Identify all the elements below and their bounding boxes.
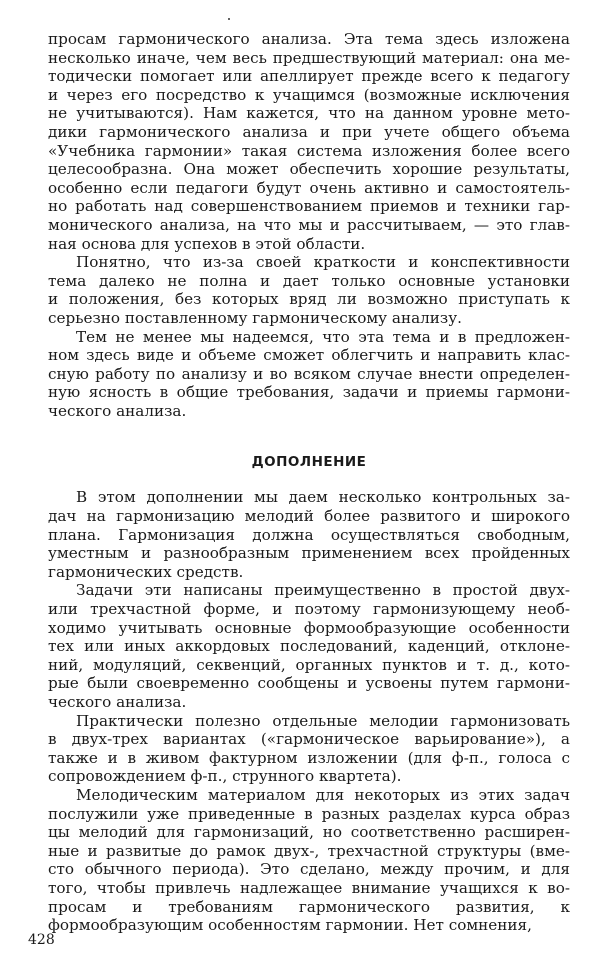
- text-line: того, чтобы привлечь надлежащее внимание учащихся к во-: [48, 878, 570, 897]
- text-line: также и в живом фактурном изложении (для ф-п., голоса с: [48, 748, 570, 767]
- text-line: или трехчастной форме, и поэтому гармонизующему необ-: [48, 600, 570, 619]
- text-line: несколько иначе, чем весь предшествующий материал: она ме-: [48, 48, 570, 67]
- text-line: ные и развитые до рамок двух-, трехчастной структуры (вме-: [48, 841, 570, 860]
- paragraph: [48, 581, 570, 711]
- text-line: тодически помогает или апеллирует прежде всего к педагогу: [48, 67, 570, 86]
- text-line: ная основа для успехов в этой области.: [48, 234, 366, 253]
- text-line: просам и требованиям гармонического развития, к: [48, 897, 570, 916]
- text-line: но работать над совершенствованием приемов и техники гар-: [48, 197, 570, 216]
- paragraph: [48, 786, 570, 935]
- text-block-before: [48, 30, 570, 420]
- text-line: сто обычного периода). Это сделано, между прочим, и для: [48, 860, 570, 879]
- paragraph: [48, 253, 570, 327]
- text-line: плана. Гармонизация должна осуществляться свободным,: [48, 525, 570, 544]
- page-number: 428: [28, 932, 55, 948]
- text-line: Тем не менее мы надеемся, что эта тема и в предложен-: [76, 327, 570, 346]
- text-line: дики гармонического анализа и при учете общего объема: [48, 122, 570, 141]
- text-line: В этом дополнении мы даем несколько контрольных за-: [76, 488, 570, 507]
- text-line: «Учебника гармонии» такая система изложения более всего: [48, 141, 570, 160]
- text-line: Мелодическим материалом для некоторых из этих задач: [76, 785, 570, 804]
- text-line: тема далеко не полна и дает только основные установки: [48, 271, 570, 290]
- text-line: просам гармонического анализа. Эта тема здесь изложена: [48, 30, 570, 48]
- text-line: и положения, без которых вряд ли возможно приступать к: [48, 290, 570, 309]
- paragraph: [48, 328, 570, 421]
- text-line: дач на гармонизацию мелодий более развитого и широкого: [48, 507, 570, 526]
- text-line: ном здесь виде и объеме сможет облегчить и направить клас-: [48, 346, 570, 365]
- text-line: сопровождением ф-п., струнного квартета).: [48, 767, 402, 786]
- paragraph: [48, 488, 570, 581]
- text-line: Задачи эти написаны преимущественно в простой двух-: [76, 581, 570, 600]
- text-line: уместным и разнообразным применением всех пройденных: [48, 544, 570, 563]
- text-line: сную работу по анализу и во всяком случае внести определен-: [48, 364, 570, 383]
- text-line: гармонических средств.: [48, 562, 244, 581]
- text-line: в двух-трех вариантах («гармоническое варьирование»), а: [48, 730, 570, 749]
- text-line: целесообразна. Она может обеспечить хорошие результаты,: [48, 160, 570, 179]
- text-line: монического анализа, на что мы и рассчитываем, — это глав-: [48, 215, 570, 234]
- text-line: не учитываются). Нам кажется, что на данном уровне мето-: [48, 104, 570, 123]
- text-line: тех или иных аккордовых последований, каденций, отклоне-: [48, 637, 570, 656]
- text-line: ний, модуляций, секвенций, органных пунктов и т. д., кото-: [48, 655, 570, 674]
- page-body: [48, 30, 570, 935]
- text-line: Практически полезно отдельные мелодии гармонизовать: [76, 711, 570, 730]
- text-line: серьезно поставленному гармоническому анализу.: [48, 308, 462, 327]
- print-speck: [228, 18, 230, 20]
- text-line: ческого анализа.: [48, 401, 187, 420]
- text-block-after: [48, 488, 570, 934]
- text-line: особенно если педагоги будут очень активно и самостоятель-: [48, 178, 570, 197]
- paragraph: [48, 712, 570, 786]
- text-line: ческого анализа.: [48, 693, 187, 711]
- text-line: рые были своевременно сообщены и усвоены путем гармони-: [48, 674, 570, 693]
- text-line: ходимо учитывать основные формообразующие особенности: [48, 618, 570, 637]
- text-line: и через его посредство к учащимся (возможные исключения: [48, 85, 570, 104]
- text-line: Понятно, что из-за своей краткости и конспективности: [76, 253, 570, 272]
- paragraph: [48, 30, 570, 253]
- section-heading: ДОПОЛНЕНИЕ: [251, 454, 367, 471]
- text-line: послужили уже приведенные в разных разделах курса образ: [48, 804, 570, 823]
- text-line: цы мелодий для гармонизаций, но соответственно расширен-: [48, 823, 570, 842]
- text-line: формообразующим особенностям гармонии. Нет сомнения,: [48, 916, 532, 935]
- text-line: ную ясность в общие требования, задачи и приемы гармони-: [48, 383, 570, 402]
